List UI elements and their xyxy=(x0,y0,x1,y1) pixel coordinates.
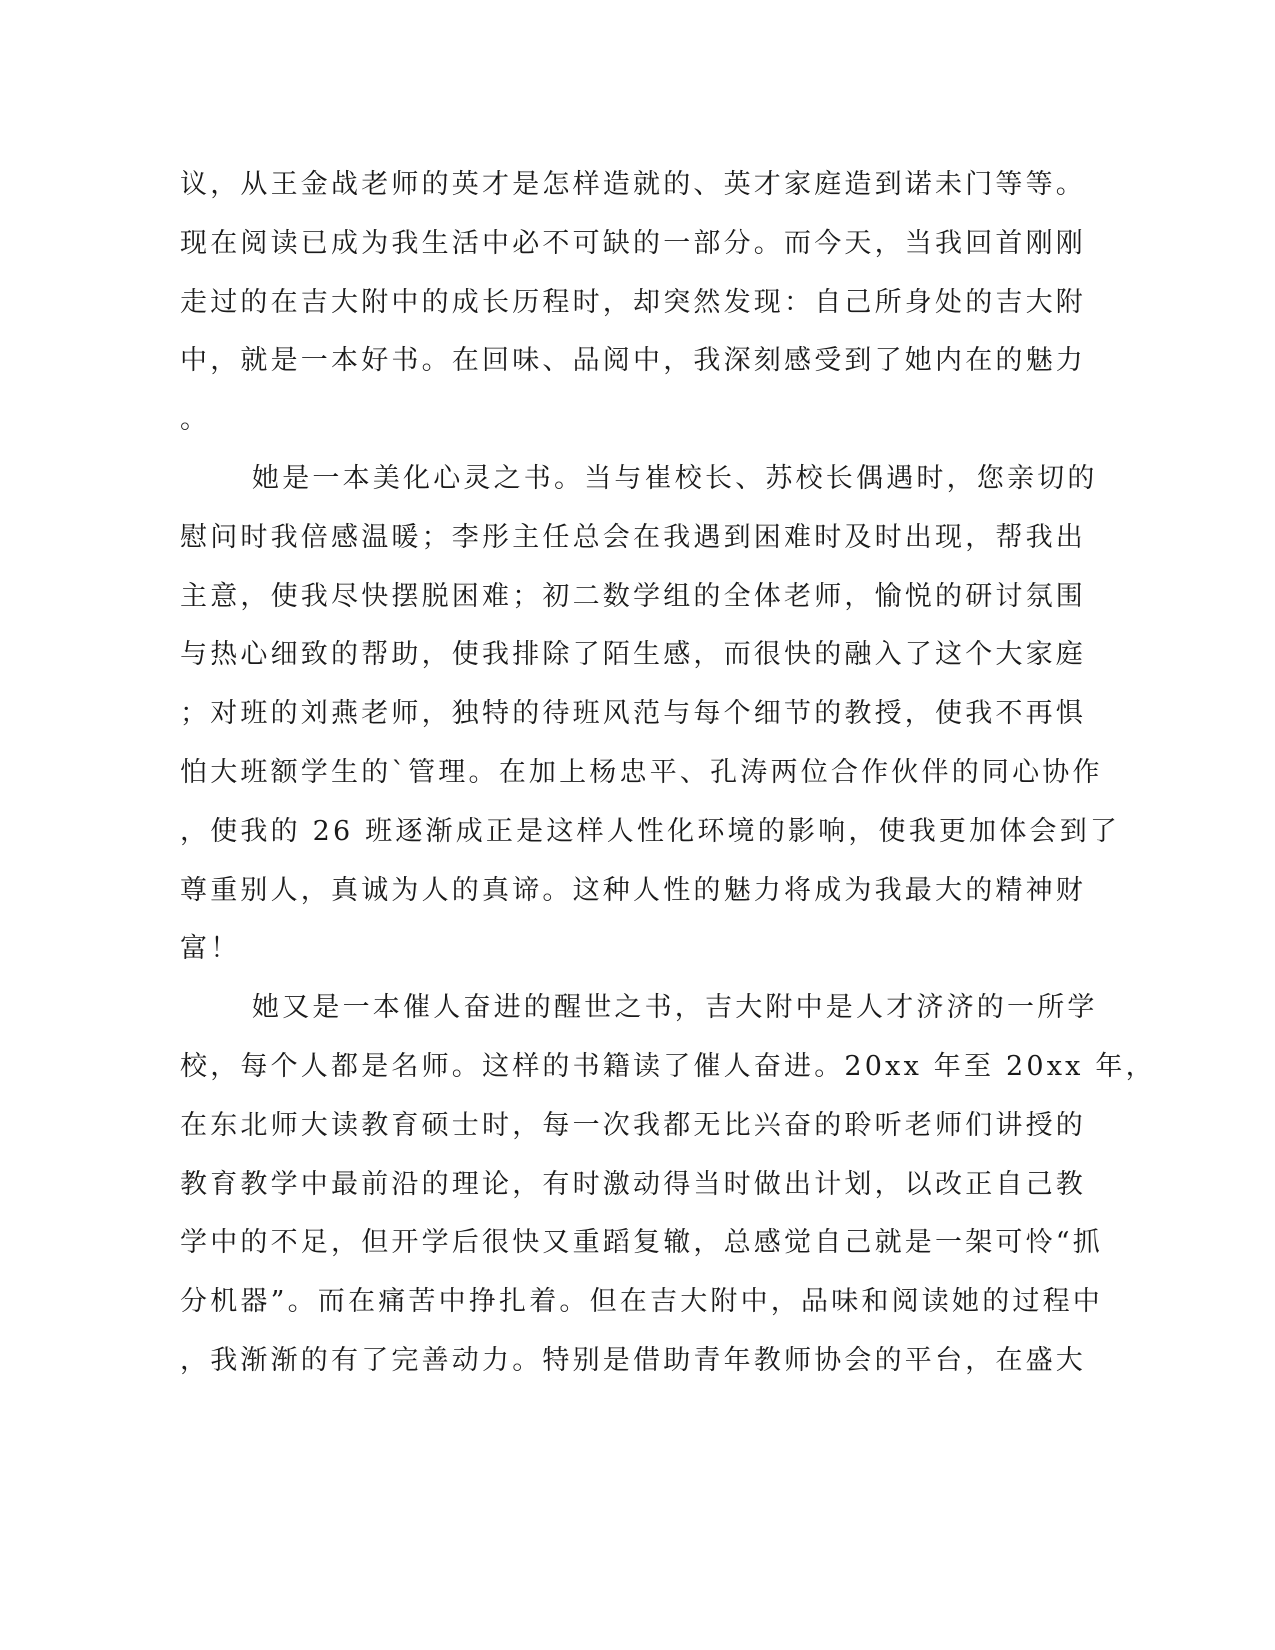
text-line: 议，从王金战老师的英才是怎样造就的、英才家庭造到诺未门等等。 xyxy=(180,169,1086,200)
text-line: 中，就是一本好书。在回味、品阅中，我深刻感受到了她内在的魅力 xyxy=(180,345,1086,377)
text-line: 现在阅读已成为我生活中必不可缺的一部分。而今天，当我回首刚刚 xyxy=(180,227,1086,259)
text-line: 校，每个人都是名师。这样的书籍读了催人奋进。20xx 年至 20xx 年， xyxy=(180,1050,1156,1082)
body-text xyxy=(180,156,1156,1391)
text-line: ，使我的 26 班逐渐成正是这样人性化环境的影响，使我更加体会到了 xyxy=(180,815,1121,847)
text-line: 。 xyxy=(180,404,211,436)
text-line: 主意，使我尽快摆脱困难；初二数学组的全体老师，愉悦的研讨氛围 xyxy=(180,580,1086,612)
text-line: 尊重别人，真诚为人的真谛。这种人性的魅力将成为我最大的精神财 xyxy=(180,874,1086,906)
text-line: 教育教学中最前沿的理论，有时激动得当时做出计划，以改正自己教 xyxy=(180,1168,1086,1200)
text-line: ；对班的刘燕老师，独特的待班风范与每个细节的教授，使我不再惧 xyxy=(180,698,1086,730)
text-line: 慰问时我倍感温暖；李彤主任总会在我遇到困难时及时出现，帮我出 xyxy=(180,521,1086,553)
text-line: 分机器”。而在痛苦中挣扎着。但在吉大附中，品味和阅读她的过程中 xyxy=(180,1286,1104,1318)
text-line: 怕大班额学生的`管理。在加上杨忠平、孔涛两位合作伙伴的同心协作 xyxy=(180,756,1103,788)
text-line: ，我渐渐的有了完善动力。特别是借助青年教师协会的平台，在盛大 xyxy=(180,1344,1086,1376)
text-line: 走过的在吉大附中的成长历程时，却突然发现：自己所身处的吉大附 xyxy=(180,286,1086,318)
text-line: 她是一本美化心灵之书。当与崔校长、苏校长偶遇时，您亲切的 xyxy=(252,462,1098,494)
text-line: 学中的不足，但开学后很快又重蹈复辙，总感觉自己就是一架可怜“抓 xyxy=(180,1227,1104,1259)
text-line: 在东北师大读教育硕士时，每一次我都无比兴奋的聆听老师们讲授的 xyxy=(180,1109,1086,1141)
text-line: 与热心细致的帮助，使我排除了陌生感，而很快的融入了这个大家庭 xyxy=(180,639,1086,671)
text-line: 富！ xyxy=(180,933,241,965)
text-line: 她又是一本催人奋进的醒世之书，吉大附中是人才济济的一所学 xyxy=(252,992,1098,1024)
